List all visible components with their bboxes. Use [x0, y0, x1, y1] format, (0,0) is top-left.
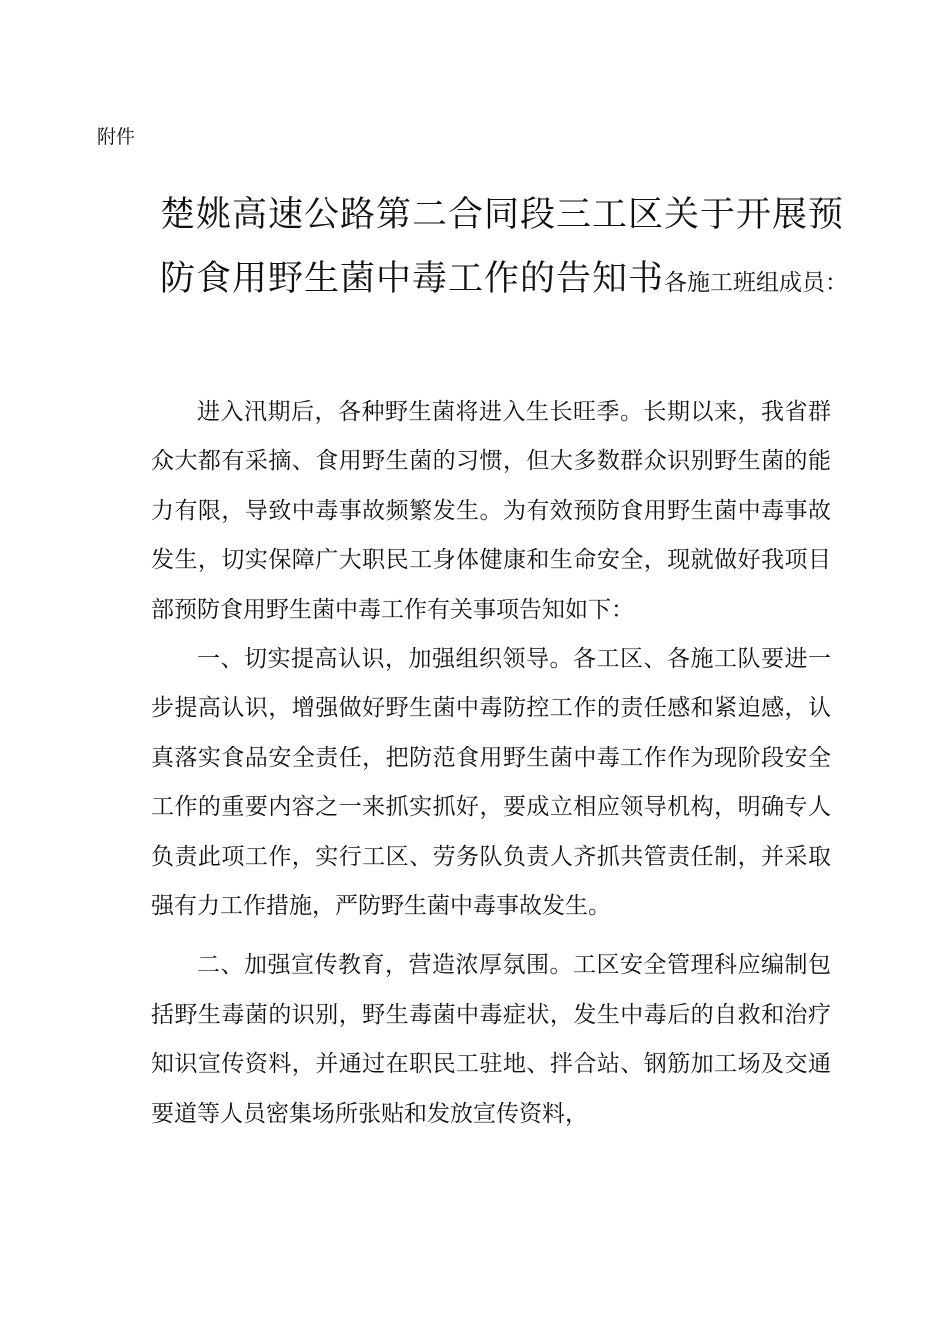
title-line-2: [160, 247, 860, 315]
title-line-2-text: 防食用野生菌中毒工作的告知书: [160, 259, 665, 299]
attachment-label: 附件: [97, 126, 136, 148]
paragraph-section-1: 一、切实提高认识，加强组织领导。各工区、各施工队要进一步提高认识，增强做好野生菌中毒防控工作的责任感和紧迫感，认真落实食品安全责任，把防范食用野生菌中毒工作作为现阶段安全工作的重要内容之一来抓实抓好，要成立相应领导机构，明确专人负责此项工作，实行工区、劳务队负责人齐抓共管责任制，并采取强有力工作措施，严防野生菌中毒事故发生。: [151, 646, 831, 920]
paragraph-section-2: 二、加强宣传教育，营造浓厚氛围。工区安全管理科应编制包括野生毒菌的识别，野生毒菌中毒症状，发生中毒后的自救和治疗知识宣传资料，并通过在职民工驻地、拌合站、钢筋加工场及交通要道等人员密集场所张贴和发放宣传资料，: [151, 952, 831, 1127]
document-body: [151, 388, 831, 1139]
document-title: [160, 183, 860, 315]
salutation: 各施工班组成员：: [664, 270, 849, 296]
title-line-1: 楚姚高速公路第二合同段三工区关于开展预: [160, 195, 845, 235]
paragraph-intro: 进入汛期后，各种野生菌将进入生长旺季。长期以来，我省群众大都有采摘、食用野生菌的习惯，但大多数群众识别野生菌的能力有限，导致中毒事故频繁发生。为有效预防食用野生菌中毒事故发生，切实保障广大职民工身体健康和生命安全，现就做好我项目部预防食用野生菌中毒工作有关事项告知如下：: [151, 399, 831, 623]
